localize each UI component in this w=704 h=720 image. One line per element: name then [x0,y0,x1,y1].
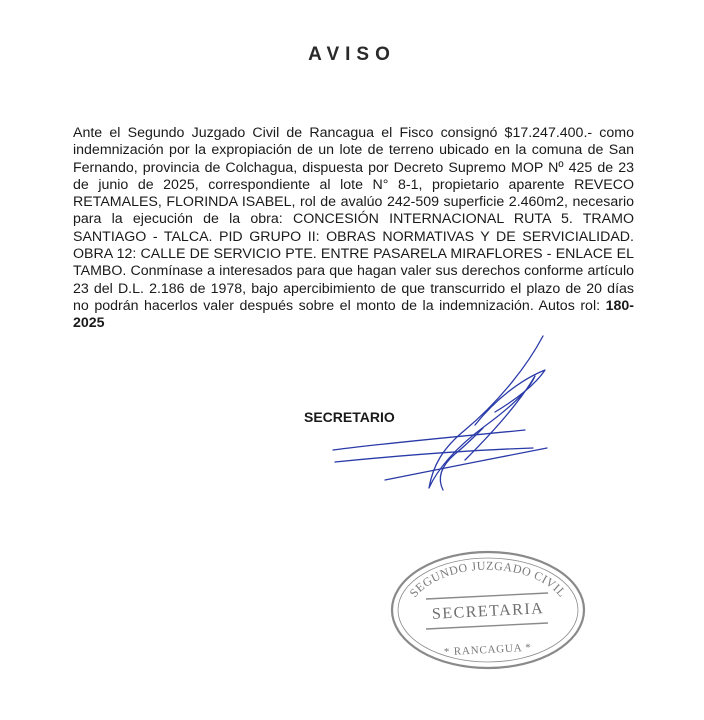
notice-title: AVISO [308,44,396,65]
case-number: 180-2025 [73,297,634,332]
notice-body-text: Ante el Segundo Juzgado Civil de Rancagua el Fisco consignó $17.247.400.- como indemnización por la expropiación de un lote de terreno ubicado en la comuna de San Fernando, provincia de Colchagua, dispuesta por Decreto Supremo MOP Nº 425 de 23 de junio de 2025, correspondiente al lote N° 8-1, propietario aparente REVECO RETAMALES, FLORINDA ISABEL, rol de avalúo 242-509 superficie 2.460m2, necesario para la ejecución de la obra: CONCESIÓN INTERNACIONAL RUTA 5. TRAMO SANTIAGO - TALCA. PID GRUPO II: OBRAS NORMATIVAS Y DE SERVICIALIDAD. OBRA 12: CALLE DE SERVICIO PTE. ENTRE PASARELA MIRAFLORES - ENLACE EL TAMBO. Conmínase a interesados para que hagan valer sus derechos conforme artículo 23 del D.L. 2.186 de 1978, bajo apercibimiento de que transcurrido el plazo de 20 días no podrán hacerlos valer después sobre el monto de la indemnización. Autos rol: [73,125,634,314]
court-stamp [388,545,588,675]
notice-body [73,125,634,333]
signer-label: SECRETARIO [304,409,395,425]
stamp-middle-text: SECRETARIA [431,600,545,623]
stamp-top-text: SEGUNDO JUZGADO CIVIL [406,558,570,600]
stamp-bottom-text: * RANCAGUA * [443,641,533,659]
